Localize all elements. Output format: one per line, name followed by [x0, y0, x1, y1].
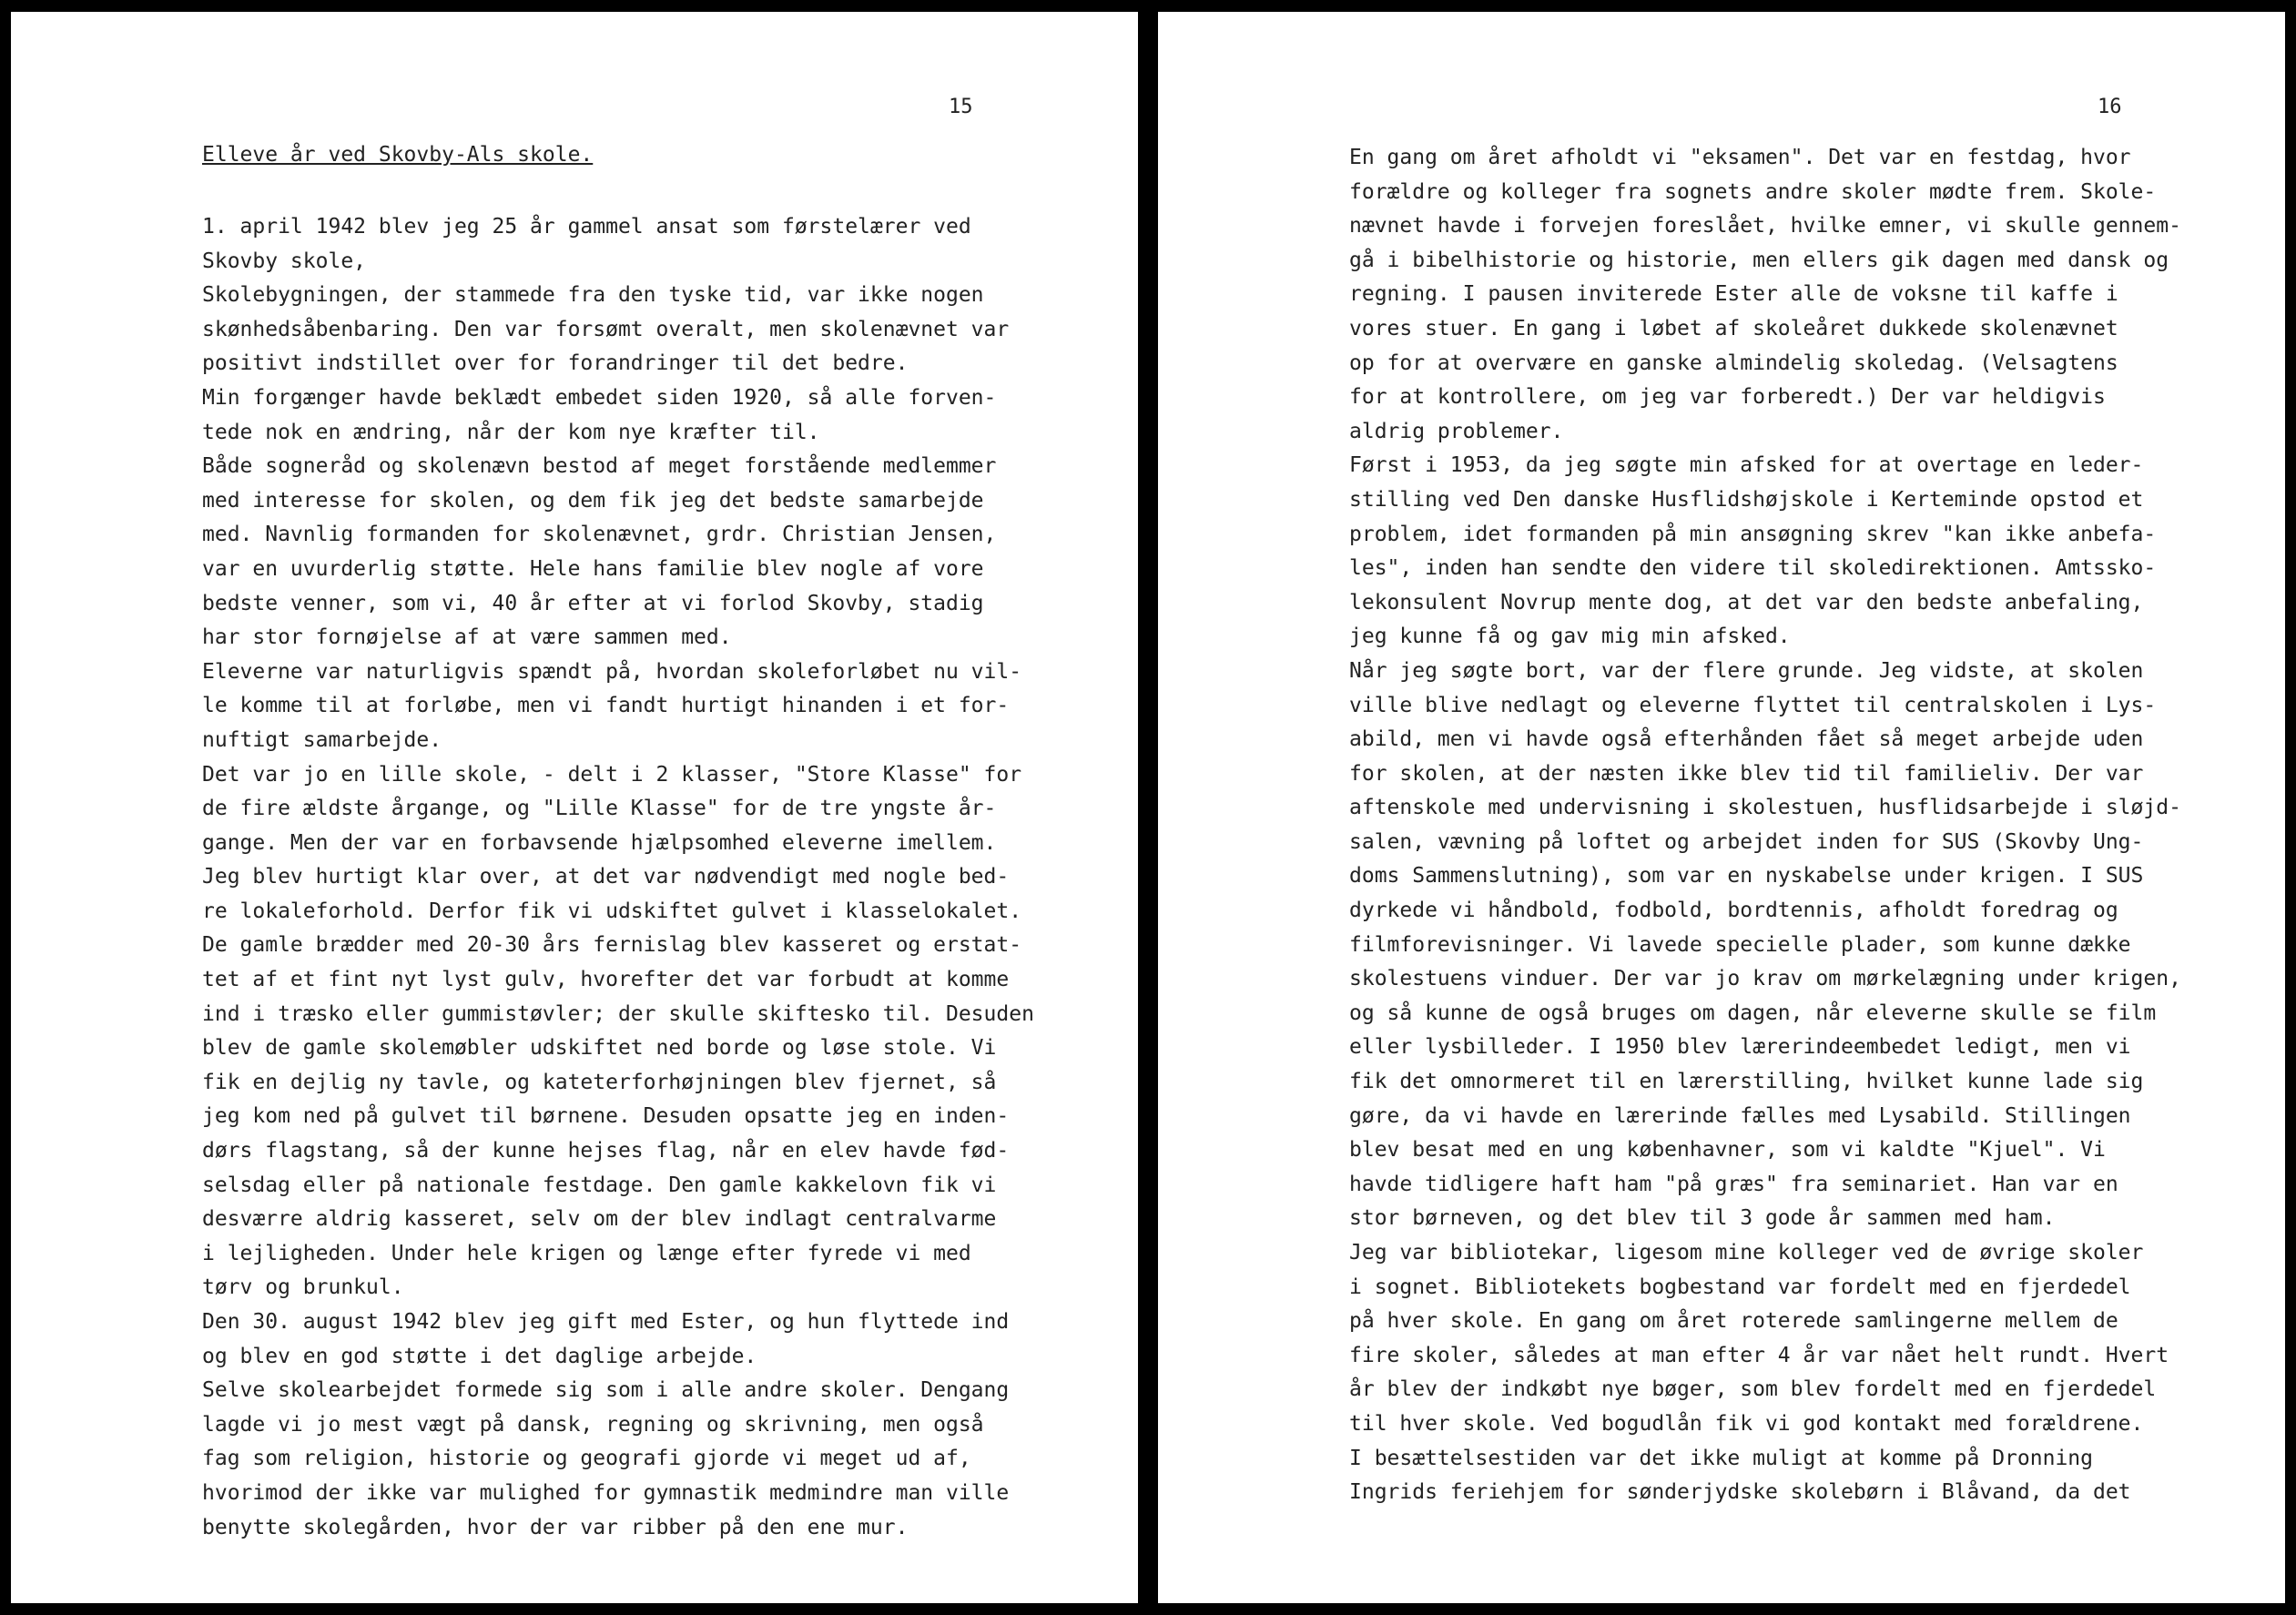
text-line: I besættelsestiden var det ikke muligt at komme på Dronning — [1349, 1446, 2093, 1470]
text-line: dørs flagstang, så der kunne hejses flag, når en elev havde fød- — [202, 1139, 1010, 1163]
text-line: gå i bibelhistorie og historie, men ellers gik dagen med dansk og — [1349, 248, 2169, 272]
text-line: Det var jo en lille skole, - delt i 2 klasser, "Store Klasse" for — [202, 762, 1022, 787]
text-line: Min forgænger havde beklædt embedet siden 1920, så alle forven- — [202, 385, 997, 410]
text-line: var en uvurderlig støtte. Hele hans familie blev nogle af vore — [202, 556, 984, 581]
text-line: Selve skolearbejdet formede sig som i alle andre skoler. Dengang — [202, 1378, 1010, 1403]
text-line: le komme til at forløbe, men vi fandt hurtigt hinanden i et for- — [202, 694, 1010, 718]
text-line: selsdag eller på nationale festdage. Den gamle kakkelovn fik vi — [202, 1173, 997, 1197]
text-line: positivt indstillet over for forandringer til det bedre. — [202, 351, 909, 376]
text-line: og så kunne de også bruges om dagen, når eleverne skulle se film — [1349, 1000, 2157, 1025]
text-line: Skolebygningen, der stammede fra den tyske tid, var ikke nogen — [202, 283, 984, 308]
text-line: for at kontrollere, om jeg var forberedt.) Der var heldigvis — [1349, 385, 2106, 410]
text-line: nævnet havde i forvejen foreslået, hvilke emner, vi skulle gennem- — [1349, 214, 2181, 239]
text-line: Både sogneråd og skolenævn bestod af meget forstående medlemmer — [202, 454, 997, 479]
text-line: skolestuens vinduer. Der var jo krav om mørkelægning under krigen, — [1349, 967, 2181, 991]
chapter-heading: Elleve år ved Skovby-Als skole. — [202, 143, 594, 167]
page-number: 15 — [949, 96, 973, 118]
body-text — [202, 210, 1034, 1545]
text-line: desværre aldrig kasseret, selv om der blev indlagt centralvarme — [202, 1207, 997, 1232]
text-line: fik en dejlig ny tavle, og kateterforhøjningen blev fjernet, så — [202, 1070, 997, 1094]
text-line: lagde vi jo mest vægt på dansk, regning og skrivning, men også — [202, 1412, 984, 1437]
text-line: fag som religion, historie og geografi gjorde vi meget ud af, — [202, 1447, 971, 1471]
text-line: regning. I pausen inviterede Ester alle de voksne til kaffe i — [1349, 282, 2118, 307]
text-line: gøre, da vi havde en lærerinde fælles med Lysabild. Stillingen — [1349, 1103, 2131, 1128]
text-line: aftenskole med undervisning i skolestuen, husflidsarbejde i sløjd- — [1349, 796, 2181, 820]
text-line: til hver skole. Ved bogudlån fik vi god kontakt med forældrene. — [1349, 1411, 2144, 1436]
text-line: De gamle brædder med 20-30 års fernislag blev kasseret og erstat- — [202, 933, 1022, 958]
text-line: aldrig problemer. — [1349, 419, 1564, 443]
text-line: Den 30. august 1942 blev jeg gift med Ester, og hun flyttede ind — [202, 1310, 1010, 1334]
text-line: Når jeg søgte bort, var der flere grunde. Jeg vidste, at skolen — [1349, 658, 2144, 683]
left-page — [11, 12, 1138, 1603]
text-line: Jeg blev hurtigt klar over, at det var nødvendigt med nogle bed- — [202, 865, 1010, 889]
text-line: havde tidligere haft ham "på græs" fra seminariet. Han var en — [1349, 1172, 2118, 1196]
text-line: 1. april 1942 blev jeg 25 år gammel ansat som førstelærer ved — [202, 215, 971, 239]
text-line: forældre og kolleger fra sognets andre skoler mødte frem. Skole- — [1349, 179, 2157, 204]
text-line: de fire ældste årgange, og "Lille Klasse" for de tre yngste år- — [202, 797, 997, 821]
text-line: bedste venner, som vi, 40 år efter at vi forlod Skovby, stadig — [202, 591, 984, 615]
text-line: hvorimod der ikke var mulighed for gymnastik medmindre man ville — [202, 1480, 1010, 1505]
text-line: med interesse for skolen, og dem fik jeg det bedste samarbejde — [202, 488, 984, 513]
text-line: Ingrids feriehjem for sønderjydske skolebørn i Blåvand, da det — [1349, 1480, 2131, 1505]
text-line: Skovby skole, — [202, 249, 367, 273]
text-line: skønhedsåbenbaring. Den var forsømt overalt, men skolenævnet var — [202, 317, 1010, 341]
text-line: problem, idet formanden på min ansøgning skrev "kan ikke anbefa- — [1349, 522, 2157, 546]
text-line: vores stuer. En gang i løbet af skoleåret dukkede skolenævnet — [1349, 316, 2118, 340]
text-line: stilling ved Den danske Husflidshøjskole i Kerteminde opstod et — [1349, 487, 2144, 512]
text-line: har stor fornøjelse af at være sammen med. — [202, 625, 732, 650]
text-line: doms Sammenslutning), som var en nyskabelse under krigen. I SUS — [1349, 864, 2144, 889]
text-line: gange. Men der var en forbavsende hjælpsomhed eleverne imellem. — [202, 830, 997, 855]
text-line: Eleverne var naturligvis spændt på, hvordan skoleforløbet nu vil- — [202, 659, 1022, 684]
text-line: på hver skole. En gang om året roterede samlingerne mellem de — [1349, 1309, 2118, 1334]
text-line: benytte skolegården, hvor der var ribber på den ene mur. — [202, 1515, 909, 1539]
text-line: dyrkede vi håndbold, fodbold, bordtennis, afholdt foredrag og — [1349, 899, 2118, 923]
text-line: lekonsulent Novrup mente dog, at det var den bedste anbefaling, — [1349, 590, 2144, 615]
text-line: blev besat med en ung københavner, som vi kaldte "Kjuel". Vi — [1349, 1138, 2106, 1163]
text-line: tet af et fint nyt lyst gulv, hvorefter det var forbudt at komme — [202, 968, 1010, 992]
text-line: ville blive nedlagt og eleverne flyttet til centralskolen i Lys- — [1349, 693, 2157, 717]
text-line: op for at overvære en ganske almindelig skoledag. (Velsagtens — [1349, 350, 2118, 375]
text-line: fire skoler, således at man efter 4 år var nået helt rundt. Hvert — [1349, 1343, 2169, 1367]
text-line: Først i 1953, da jeg søgte min afsked for at overtage en leder- — [1349, 453, 2144, 478]
text-line: En gang om året afholdt vi "eksamen". Det var en festdag, hvor — [1349, 146, 2131, 169]
text-line: jeg kunne få og gav mig min afsked. — [1349, 625, 1791, 649]
text-line: år blev der indkøbt nye bøger, som blev fordelt med en fjerdedel — [1349, 1377, 2157, 1402]
text-line: salen, vævning på loftet og arbejdet inden for SUS (Skovby Ung- — [1349, 829, 2144, 854]
body-text — [1349, 141, 2181, 1510]
text-line: tede nok en ændring, når der kom nye kræfter til. — [202, 420, 820, 444]
text-line: for skolen, at der næsten ikke blev tid til familieliv. Der var — [1349, 761, 2144, 786]
right-page — [1158, 12, 2285, 1603]
text-line: blev de gamle skolemøbler udskiftet ned borde og løse stole. Vi — [202, 1036, 997, 1061]
text-line: ind i træsko eller gummistøvler; der skulle skiftesko til. Desuden — [202, 1001, 1034, 1026]
text-line: i sognet. Bibliotekets bogbestand var fordelt med en fjerdedel — [1349, 1275, 2131, 1299]
text-line: nuftigt samarbejde. — [202, 727, 442, 752]
text-line: tørv og brunkul. — [202, 1275, 404, 1300]
text-line: eller lysbilleder. I 1950 blev lærerindeembedet ledigt, men vi — [1349, 1035, 2131, 1060]
text-line: med. Navnlig formanden for skolenævnet, grdr. Christian Jensen, — [202, 523, 997, 547]
text-line: filmforevisninger. Vi lavede specielle plader, som kunne dække — [1349, 932, 2131, 957]
text-line: les", inden han sendte den videre til skoledirektionen. Amtssko- — [1349, 556, 2157, 581]
page-number: 16 — [2098, 96, 2122, 118]
text-line: stor børneven, og det blev til 3 gode år sammen med ham. — [1349, 1206, 2056, 1231]
text-line: Jeg var bibliotekar, ligesom mine kolleger ved de øvrige skoler — [1349, 1241, 2144, 1265]
text-line: fik det omnormeret til en lærerstilling, hvilket kunne lade sig — [1349, 1070, 2144, 1094]
text-line: re lokaleforhold. Derfor fik vi udskiftet gulvet i klasselokalet. — [202, 899, 1022, 923]
text-line: abild, men vi havde også efterhånden fået så meget arbejde uden — [1349, 727, 2144, 752]
text-line: i lejligheden. Under hele krigen og længe efter fyrede vi med — [202, 1241, 971, 1265]
text-line: og blev en god støtte i det daglige arbejde. — [202, 1344, 757, 1368]
text-line: jeg kom ned på gulvet til børnene. Desuden opsatte jeg en inden- — [202, 1104, 1010, 1129]
